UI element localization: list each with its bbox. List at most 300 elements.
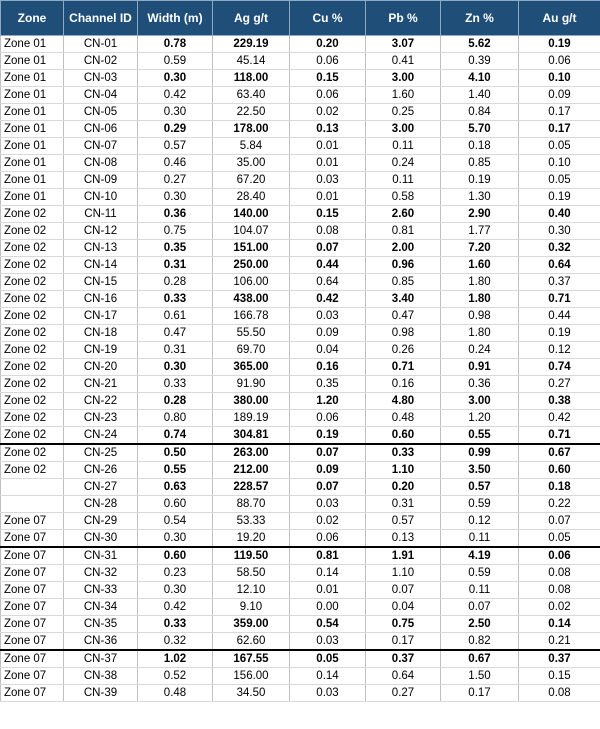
width-cell: 0.30 [138,530,213,548]
cu-cell: 0.44 [290,257,366,274]
zn-cell: 5.62 [441,36,519,53]
zn-cell: 3.00 [441,393,519,410]
table-row [1,479,600,496]
width-cell: 0.59 [138,53,213,70]
ag-cell: 34.50 [213,685,290,702]
au-cell: 0.32 [519,240,600,257]
table-row [1,359,600,376]
zn-cell: 1.77 [441,223,519,240]
channel-id-cell: CN-38 [64,668,138,685]
ag-cell: 250.00 [213,257,290,274]
ag-cell: 19.20 [213,530,290,548]
ag-cell: 380.00 [213,393,290,410]
au-cell: 0.05 [519,530,600,548]
pb-cell: 0.58 [366,189,441,206]
au-cell: 0.38 [519,393,600,410]
zn-cell: 7.20 [441,240,519,257]
pb-cell: 0.64 [366,668,441,685]
width-cell: 0.63 [138,479,213,496]
ag-cell: 9.10 [213,599,290,616]
table-row [1,104,600,121]
cu-cell: 0.02 [290,513,366,530]
cu-cell: 0.81 [290,547,366,565]
ag-cell: 119.50 [213,547,290,565]
channel-id-cell: CN-23 [64,410,138,427]
channel-id-cell: CN-08 [64,155,138,172]
width-cell: 0.42 [138,87,213,104]
table-row [1,393,600,410]
width-cell: 0.75 [138,223,213,240]
ag-cell: 189.19 [213,410,290,427]
width-cell: 0.42 [138,599,213,616]
pb-cell: 0.75 [366,616,441,633]
width-cell: 0.74 [138,427,213,445]
channel-id-cell: CN-12 [64,223,138,240]
zn-cell: 0.59 [441,496,519,513]
ag-cell: 67.20 [213,172,290,189]
ag-cell: 5.84 [213,138,290,155]
zn-cell: 0.85 [441,155,519,172]
au-cell: 0.67 [519,444,600,462]
zone-cell: Zone 01 [1,189,64,206]
width-cell: 0.54 [138,513,213,530]
table-row [1,206,600,223]
table-row [1,274,600,291]
table-row [1,599,600,616]
zn-cell: 2.90 [441,206,519,223]
pb-cell: 0.60 [366,427,441,445]
channel-id-cell: CN-03 [64,70,138,87]
table-row [1,633,600,651]
header-cu: Cu % [290,1,366,36]
ag-cell: 118.00 [213,70,290,87]
pb-cell: 0.85 [366,274,441,291]
channel-id-cell: CN-09 [64,172,138,189]
header-width: Width (m) [138,1,213,36]
zn-cell: 0.19 [441,172,519,189]
zn-cell: 3.50 [441,462,519,479]
channel-id-cell: CN-39 [64,685,138,702]
ag-cell: 63.40 [213,87,290,104]
width-cell: 0.55 [138,462,213,479]
zone-cell: Zone 02 [1,393,64,410]
table-row [1,565,600,582]
zn-cell: 2.50 [441,616,519,633]
pb-cell: 2.00 [366,240,441,257]
ag-cell: 53.33 [213,513,290,530]
width-cell: 0.30 [138,582,213,599]
au-cell: 0.30 [519,223,600,240]
table-header [1,1,600,36]
zn-cell: 0.36 [441,376,519,393]
channel-id-cell: CN-29 [64,513,138,530]
width-cell: 0.46 [138,155,213,172]
header-au: Au g/t [519,1,600,36]
pb-cell: 0.71 [366,359,441,376]
cu-cell: 0.01 [290,138,366,155]
pb-cell: 3.00 [366,121,441,138]
cu-cell: 0.16 [290,359,366,376]
au-cell: 0.19 [519,189,600,206]
ag-cell: 91.90 [213,376,290,393]
header-ag: Ag g/t [213,1,290,36]
zone-cell: Zone 01 [1,172,64,189]
zone-cell: Zone 02 [1,240,64,257]
au-cell: 0.10 [519,155,600,172]
cu-cell: 0.07 [290,240,366,257]
channel-id-cell: CN-02 [64,53,138,70]
cu-cell: 0.09 [290,325,366,342]
width-cell: 0.33 [138,616,213,633]
width-cell: 0.60 [138,547,213,565]
au-cell: 0.07 [519,513,600,530]
zone-cell [1,496,64,513]
au-cell: 0.18 [519,479,600,496]
channel-id-cell: CN-01 [64,36,138,53]
ag-cell: 359.00 [213,616,290,633]
channel-id-cell: CN-28 [64,496,138,513]
ag-cell: 228.57 [213,479,290,496]
cu-cell: 0.19 [290,427,366,445]
channel-id-cell: CN-18 [64,325,138,342]
pb-cell: 0.47 [366,308,441,325]
ag-cell: 229.19 [213,36,290,53]
table-row [1,53,600,70]
channel-id-cell: CN-33 [64,582,138,599]
zone-cell: Zone 01 [1,155,64,172]
zn-cell: 0.24 [441,342,519,359]
cu-cell: 0.14 [290,668,366,685]
table-row [1,376,600,393]
cu-cell: 0.08 [290,223,366,240]
au-cell: 0.71 [519,427,600,445]
table-row [1,291,600,308]
pb-cell: 1.10 [366,565,441,582]
channel-id-cell: CN-30 [64,530,138,548]
pb-cell: 0.41 [366,53,441,70]
table-row [1,410,600,427]
zn-cell: 0.39 [441,53,519,70]
channel-id-cell: CN-22 [64,393,138,410]
au-cell: 0.08 [519,685,600,702]
au-cell: 0.09 [519,87,600,104]
table-row [1,427,600,445]
pb-cell: 2.60 [366,206,441,223]
pb-cell: 0.57 [366,513,441,530]
table-row [1,70,600,87]
channel-id-cell: CN-27 [64,479,138,496]
pb-cell: 0.27 [366,685,441,702]
table-row [1,462,600,479]
zone-cell: Zone 07 [1,547,64,565]
zone-cell: Zone 02 [1,223,64,240]
width-cell: 0.61 [138,308,213,325]
cu-cell: 0.06 [290,87,366,104]
pb-cell: 0.11 [366,138,441,155]
table-row [1,155,600,172]
cu-cell: 0.42 [290,291,366,308]
channel-id-cell: CN-26 [64,462,138,479]
zn-cell: 4.19 [441,547,519,565]
zn-cell: 0.17 [441,685,519,702]
header-channel-id: Channel ID [64,1,138,36]
ag-cell: 28.40 [213,189,290,206]
cu-cell: 0.01 [290,189,366,206]
width-cell: 0.31 [138,342,213,359]
ag-cell: 88.70 [213,496,290,513]
table-row [1,342,600,359]
ag-cell: 151.00 [213,240,290,257]
cu-cell: 0.03 [290,496,366,513]
width-cell: 0.47 [138,325,213,342]
ag-cell: 58.50 [213,565,290,582]
au-cell: 0.14 [519,616,600,633]
zn-cell: 1.60 [441,257,519,274]
cu-cell: 0.13 [290,121,366,138]
width-cell: 0.52 [138,668,213,685]
zone-cell: Zone 07 [1,530,64,548]
pb-cell: 1.60 [366,87,441,104]
zone-cell: Zone 01 [1,53,64,70]
cu-cell: 0.15 [290,70,366,87]
width-cell: 0.30 [138,104,213,121]
zn-cell: 0.57 [441,479,519,496]
zone-cell: Zone 02 [1,342,64,359]
channel-id-cell: CN-24 [64,427,138,445]
width-cell: 0.57 [138,138,213,155]
pb-cell: 3.00 [366,70,441,87]
ag-cell: 104.07 [213,223,290,240]
table-row [1,530,600,548]
zone-cell: Zone 02 [1,427,64,445]
cu-cell: 0.06 [290,530,366,548]
zone-cell: Zone 01 [1,36,64,53]
channel-id-cell: CN-15 [64,274,138,291]
cu-cell: 0.03 [290,685,366,702]
au-cell: 0.40 [519,206,600,223]
zone-cell: Zone 02 [1,376,64,393]
cu-cell: 0.15 [290,206,366,223]
au-cell: 0.19 [519,325,600,342]
cu-cell: 0.09 [290,462,366,479]
width-cell: 0.36 [138,206,213,223]
ag-cell: 45.14 [213,53,290,70]
zn-cell: 0.84 [441,104,519,121]
ag-cell: 178.00 [213,121,290,138]
pb-cell: 3.07 [366,36,441,53]
width-cell: 0.33 [138,291,213,308]
channel-id-cell: CN-11 [64,206,138,223]
table-row [1,685,600,702]
cu-cell: 0.00 [290,599,366,616]
cu-cell: 0.03 [290,633,366,651]
zone-cell: Zone 02 [1,206,64,223]
table-row [1,325,600,342]
cu-cell: 0.04 [290,342,366,359]
channel-id-cell: CN-13 [64,240,138,257]
width-cell: 0.29 [138,121,213,138]
zn-cell: 1.40 [441,87,519,104]
pb-cell: 0.26 [366,342,441,359]
zn-cell: 0.59 [441,565,519,582]
cu-cell: 0.54 [290,616,366,633]
au-cell: 0.08 [519,582,600,599]
pb-cell: 0.16 [366,376,441,393]
pb-cell: 0.33 [366,444,441,462]
au-cell: 0.15 [519,668,600,685]
zn-cell: 0.07 [441,599,519,616]
zone-cell: Zone 02 [1,257,64,274]
au-cell: 0.71 [519,291,600,308]
au-cell: 0.12 [519,342,600,359]
table-row [1,189,600,206]
zn-cell: 0.91 [441,359,519,376]
au-cell: 0.08 [519,565,600,582]
pb-cell: 0.13 [366,530,441,548]
pb-cell: 0.20 [366,479,441,496]
ag-cell: 69.70 [213,342,290,359]
pb-cell: 0.48 [366,410,441,427]
au-cell: 0.17 [519,121,600,138]
zone-cell: Zone 01 [1,121,64,138]
zn-cell: 0.12 [441,513,519,530]
zone-cell: Zone 02 [1,291,64,308]
channel-id-cell: CN-04 [64,87,138,104]
zn-cell: 0.98 [441,308,519,325]
zone-cell: Zone 01 [1,104,64,121]
channel-id-cell: CN-19 [64,342,138,359]
table-row [1,496,600,513]
width-cell: 0.31 [138,257,213,274]
zn-cell: 0.18 [441,138,519,155]
width-cell: 0.35 [138,240,213,257]
zone-cell: Zone 02 [1,274,64,291]
zn-cell: 0.11 [441,582,519,599]
zone-cell: Zone 07 [1,633,64,651]
cu-cell: 0.14 [290,565,366,582]
ag-cell: 12.10 [213,582,290,599]
table-row [1,444,600,462]
channel-id-cell: CN-07 [64,138,138,155]
cu-cell: 0.20 [290,36,366,53]
cu-cell: 0.03 [290,172,366,189]
au-cell: 0.02 [519,599,600,616]
zone-cell: Zone 01 [1,87,64,104]
au-cell: 0.06 [519,53,600,70]
zn-cell: 1.80 [441,291,519,308]
pb-cell: 0.04 [366,599,441,616]
au-cell: 0.17 [519,104,600,121]
cu-cell: 0.03 [290,308,366,325]
pb-cell: 4.80 [366,393,441,410]
width-cell: 0.28 [138,274,213,291]
cu-cell: 0.01 [290,155,366,172]
zn-cell: 1.30 [441,189,519,206]
zone-cell: Zone 07 [1,565,64,582]
pb-cell: 0.98 [366,325,441,342]
ag-cell: 62.60 [213,633,290,651]
channel-id-cell: CN-06 [64,121,138,138]
header-zone: Zone [1,1,64,36]
header-zn: Zn % [441,1,519,36]
width-cell: 1.02 [138,650,213,668]
zn-cell: 1.80 [441,274,519,291]
width-cell: 0.60 [138,496,213,513]
channel-id-cell: CN-14 [64,257,138,274]
channel-id-cell: CN-37 [64,650,138,668]
ag-cell: 167.55 [213,650,290,668]
table-row [1,138,600,155]
cu-cell: 0.06 [290,410,366,427]
zone-cell: Zone 07 [1,650,64,668]
zone-cell: Zone 07 [1,668,64,685]
ag-cell: 35.00 [213,155,290,172]
ag-cell: 156.00 [213,668,290,685]
zone-cell: Zone 02 [1,325,64,342]
zn-cell: 1.20 [441,410,519,427]
pb-cell: 0.25 [366,104,441,121]
au-cell: 0.05 [519,138,600,155]
channel-id-cell: CN-31 [64,547,138,565]
ag-cell: 304.81 [213,427,290,445]
ag-cell: 106.00 [213,274,290,291]
width-cell: 0.78 [138,36,213,53]
pb-cell: 0.24 [366,155,441,172]
ag-cell: 365.00 [213,359,290,376]
table-row [1,257,600,274]
channel-id-cell: CN-36 [64,633,138,651]
ag-cell: 438.00 [213,291,290,308]
table-row [1,582,600,599]
zn-cell: 1.50 [441,668,519,685]
cu-cell: 0.07 [290,444,366,462]
width-cell: 0.48 [138,685,213,702]
pb-cell: 0.11 [366,172,441,189]
zone-cell: Zone 02 [1,462,64,479]
channel-id-cell: CN-25 [64,444,138,462]
channel-id-cell: CN-17 [64,308,138,325]
width-cell: 0.28 [138,393,213,410]
table-row [1,172,600,189]
cu-cell: 0.06 [290,53,366,70]
pb-cell: 0.31 [366,496,441,513]
ag-cell: 22.50 [213,104,290,121]
table-row [1,308,600,325]
zone-cell: Zone 02 [1,410,64,427]
zn-cell: 0.82 [441,633,519,651]
au-cell: 0.74 [519,359,600,376]
table-row [1,616,600,633]
pb-cell: 0.07 [366,582,441,599]
table-row [1,668,600,685]
au-cell: 0.37 [519,650,600,668]
cu-cell: 0.01 [290,582,366,599]
zn-cell: 5.70 [441,121,519,138]
zone-cell: Zone 02 [1,308,64,325]
table-row [1,223,600,240]
pb-cell: 3.40 [366,291,441,308]
width-cell: 0.32 [138,633,213,651]
width-cell: 0.30 [138,189,213,206]
au-cell: 0.27 [519,376,600,393]
zn-cell: 0.55 [441,427,519,445]
zn-cell: 0.99 [441,444,519,462]
table-row [1,121,600,138]
pb-cell: 0.37 [366,650,441,668]
au-cell: 0.44 [519,308,600,325]
table-row [1,513,600,530]
zn-cell: 0.67 [441,650,519,668]
